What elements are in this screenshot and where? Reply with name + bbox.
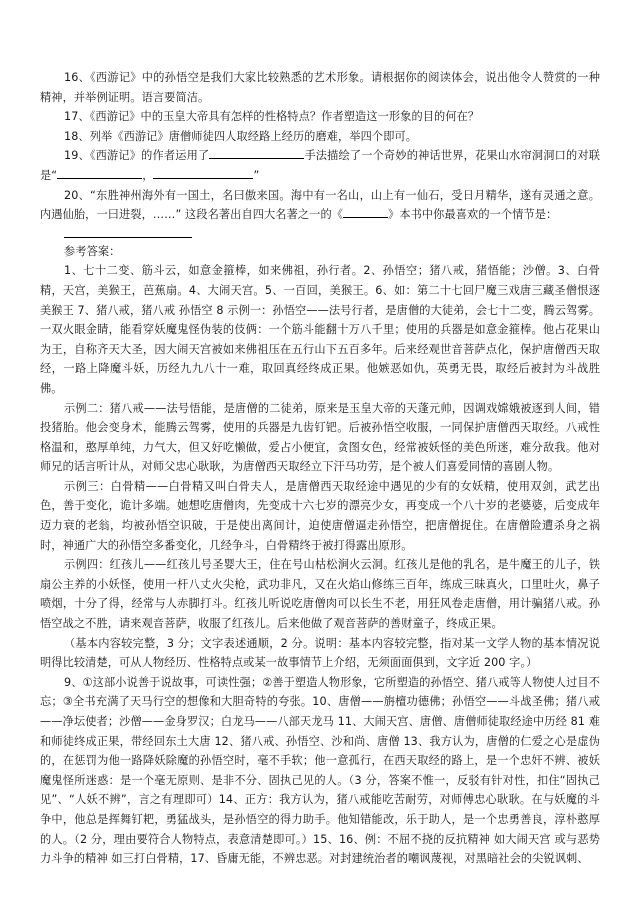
answer-paragraph: （基本内容较完整，3 分；文字表述通顺，2 分。说明：基本内容较完整，指对某一文学人物的基本情况说明得比较清楚，可从人物经历、性格特点或某一故事情节上介绍，无须面面俱到，文字近 200 字。） — [40, 636, 600, 670]
answer-paragraph: 示例三：白骨精——白骨精又叫白骨夫人，是唐僧西天取经途中遇见的少有的女妖精，使用双剑，武艺出色，善于变化，诡计多端。她想吃唐僧肉，先变成十六七岁的漂亮少女，再变成一个八十岁的老婆婆，后变成年迈力衰的老翁，均被孙悟空识破，于是使出离间计，迫使唐僧逼走孙悟空，把唐僧捉住。在唐僧险遭杀身之祸时，神通广大的孙悟空多番变化，几经争斗，白骨精终于被打得露出原形。 — [40, 479, 600, 552]
answer-paragraph: 示例四：红孩儿——红孩儿号圣婴大王，住在号山枯松涧火云洞。红孩儿是他的乳名，是牛魔王的儿子，铁扇公主养的小妖怪，使用一杆八丈火尖枪，武功非凡，又在火焰山修练三百年，练成三昧真火，口里吐火，鼻子喷烟，十分了得，经常与人赤脚打斗。红孩儿听说吃唐僧肉可以长生不老，用狂风卷走唐僧，用计骗猪八戒。孙悟空战之不胜，请来观音菩萨，收服了红孩儿。后来他做了观音菩萨的善财童子，终成正果。 — [40, 558, 600, 631]
question-19-part-b: 手法描绘了一个奇妙的神话世界，花果山水帘洞洞口的对联是“ — [40, 149, 600, 182]
question-20-part-a: 20、“东胜神州海外有一国土，名曰傲来国。海中有一名山，山上有一仙石，受日月精华，遂有灵通之意。内遇仙胎，一曰进裂，……” 这段名著出自四大名著之一的《 — [40, 188, 600, 222]
question-19-part-d: ” — [253, 168, 260, 182]
answer-blank[interactable] — [343, 205, 388, 218]
question-18: 18、列举《西游记》唐僧师徒四人取经路上经历的磨难，举四个即可。 — [64, 129, 418, 143]
question-19-part-c: ， — [142, 168, 154, 182]
question-17: 17、《西游记》中的玉皇大帝具有怎样的性格特点？作者塑造这一形象的目的何在？ — [64, 110, 480, 124]
question-19-part-a: 19、《西游记》的作者运用了 — [64, 149, 210, 163]
section-divider — [64, 237, 192, 238]
question-16: 16、《西游记》中的孙悟空是我们大家比较熟悉的艺术形象。请根据你的阅读体会，说出他令人赞赏的一种精神，并举例证明。语言要简洁。 — [40, 71, 600, 104]
answer-paragraph: 示例二：猪八戒——法号悟能，是唐僧的二徒弟，原来是玉皇大帝的天蓬元帅，因调戏嫦娥被逐到人间，错投猪胎。他会变身术，能腾云驾雾，使用的兵器是九齿钉钯。后被孙悟空收服，一同保护唐僧西天取经。八戒性格温和，憨厚单纯，力气大，但又好吃懒做，爱占小便宜，贪图女色，经常被妖怪的美色所迷，难分敌我。他对师兄的话言听计从，对师父忠心耿耿，为唐僧西天取经立下汗马功劳，是个被人们喜爱同情的喜剧人物。 — [40, 401, 600, 474]
answer-blank[interactable] — [209, 146, 304, 159]
answer-blank[interactable] — [153, 166, 253, 179]
answer-blank[interactable] — [57, 166, 142, 179]
question-20-part-b: 》本书中你最喜欢的一个情节是： — [388, 208, 558, 222]
question-19 — [40, 146, 600, 185]
answer-paragraph: 9、①这部小说善于说故事，可读性强；②善于塑造人物形象，它所塑造的孙悟空、猪八戒等人物使人过目不忘；③全书充满了天马行空的想像和大胆奇特的夸张。10、唐僧——旃檀功德佛；孙悟空——斗战圣佛；猪八戒——净坛使者；沙僧——金身罗汉；白龙马——八部天龙马 11、大闹天宫、唐僧、唐僧师徒取经途中历经 81 难和师徒终成正果，带经回东土大唐 12、猪八戒、孙悟空、沙和尚、唐僧 13、我方认为，唐僧的仁爱之心是虚伪的，在惩罚为他一路降妖除魔的孙悟空时，毫不手软；他一意孤行，在西天取经的路上，是一个忠奸不辨、被妖魔鬼怪所迷惑：是一个毫无原则、是非不分、固执己见的人。（3 分，答案不惟一，反驳有针对性，扣住“固执己见”、“人妖不辨”，言之有理即可）14、正方：我方认为，猪八戒能吃苦耐劳，对师傅忠心耿耿。在与妖魔的斗争中，他总是挥舞钉耙，勇猛战头，是孙悟空的得力助手。他知错能改，乐于助人，是一个忠勇善良，淳朴憨厚的人。（2 分，理由要符合人物特点，表意清楚即可。）15、16、例：不屈不挠的反抗精神 如大闹天宫 或与恶势力斗争的精神 如三打白骨精，17、昏庸无能，不辨忠恶。对封建统治者的嘲讽蔑视，对黑暗社会的尖锐讽刺、 — [40, 675, 600, 866]
answers-heading: 参考答案： — [64, 244, 121, 258]
question-20 — [40, 186, 600, 225]
answer-paragraph: 1、七十二变、筋斗云，如意金箍棒，如来佛祖，孙行者。2、孙悟空；猪八戒，猪悟能；沙僧。3、白骨精，天宫，美猴王，芭蕉扇。4、大闹天宫。5、一百回，美猴王。6、如：第二十七回尸魔三戏唐三藏圣僧恨逐美猴王 7、猪八戒，猪八戒 孙悟空 8 示例一：孙悟空——法号行者，是唐僧的大徒弟，会七十二变，腾云驾雾。一双火眼金睛，能看穿妖魔鬼怪伪装的伎俩：一个筋斗能翻十万八千里；使用的兵器是如意金箍棒。他占花果山为王，自称齐天大圣，因大闹天宫被如来佛祖压在五行山下五百多年。后来经观世音菩萨点化，保护唐僧西天取经，一路上降魔斗妖，历经九九八十一难，取回真经终成正果。他嫉恶如仇，英勇无畏，取经后被封为斗战胜佛。 — [40, 264, 600, 395]
